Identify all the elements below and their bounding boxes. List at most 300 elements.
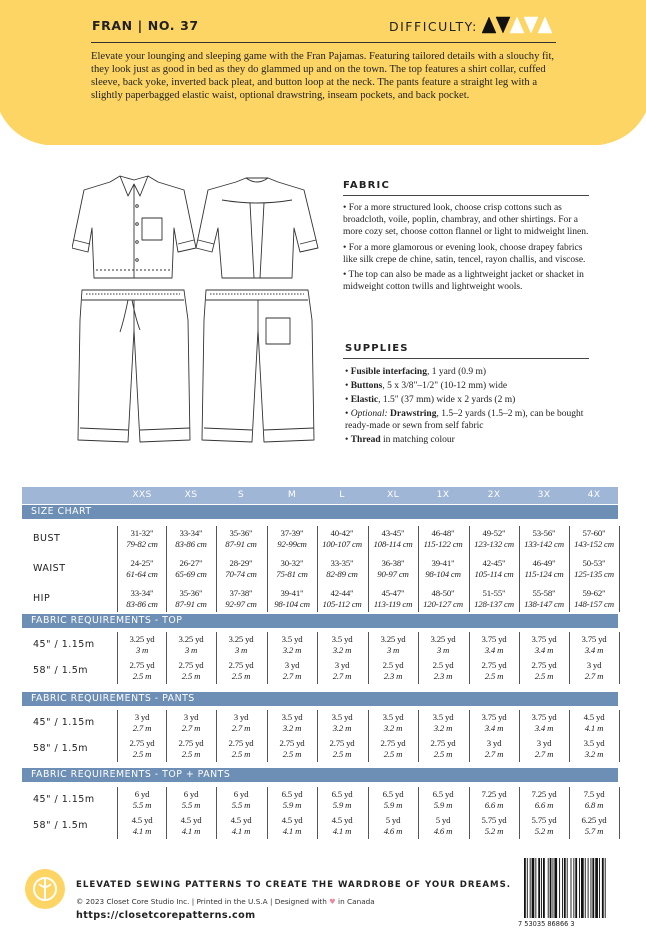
cell-imperial-value: 2.5 yd	[382, 660, 404, 670]
difficulty-filled-triangle	[482, 17, 496, 33]
fabric-item: • The top can also be made as a lightweight jacket or shacket in midweight cotton twills and lightweight wools.	[343, 270, 584, 293]
supplies-list	[345, 366, 597, 448]
barcode-bar	[595, 858, 598, 918]
cell-imperial-value: 2.75 yd	[430, 738, 456, 748]
table-cell	[470, 815, 518, 837]
cell-metric-value: 2.7 m	[132, 723, 152, 733]
cell-metric-value: 2.5 m	[231, 671, 251, 681]
table-cell	[369, 558, 417, 580]
cell-metric-value: 3.4 m	[584, 645, 604, 655]
table-cell	[167, 815, 215, 837]
cell-metric-value: 4.1 m	[332, 826, 352, 836]
size-column-header: XS	[184, 489, 198, 500]
cell-imperial-value: 6.5 yd	[382, 789, 404, 799]
table-cell	[217, 528, 265, 550]
table-cell	[470, 634, 518, 656]
cell-metric-value: 2.7 m	[332, 671, 352, 681]
column-divider	[619, 632, 620, 684]
cell-imperial-value: 3.5 yd	[281, 634, 303, 644]
table-cell	[318, 558, 366, 580]
cell-metric-value: 4.6 m	[433, 826, 453, 836]
cell-imperial-value: 39-41"	[280, 588, 304, 598]
cell-imperial-value: 2.75 yd	[129, 738, 155, 748]
table-cell	[217, 738, 265, 760]
cell-imperial-value: 3.5 yd	[583, 738, 605, 748]
cell-metric-value: 83-86 cm	[175, 539, 207, 549]
table-cell	[520, 738, 568, 760]
table-cell	[369, 738, 417, 760]
cell-metric-value: 2.5 m	[282, 749, 302, 759]
cell-metric-value: 90-97 cm	[377, 569, 409, 579]
supplies-divider	[343, 358, 589, 359]
difficulty-label: DIFFICULTY:	[389, 19, 478, 34]
cell-metric-value: 108-114 cm	[373, 539, 413, 549]
cell-metric-value: 5.5 m	[181, 800, 201, 810]
cell-metric-value: 143-152 cm	[574, 539, 614, 549]
cell-imperial-value: 3 yd	[134, 712, 150, 722]
column-divider	[619, 526, 620, 612]
row-label: 58" / 1.5m	[33, 665, 89, 676]
table-cell	[570, 528, 618, 550]
table-cell	[570, 660, 618, 682]
table-cell	[167, 528, 215, 550]
cell-imperial-value: 2.75 yd	[228, 660, 254, 670]
cell-imperial-value: 6 yd	[134, 789, 150, 799]
cell-metric-value: 123-132 cm	[474, 539, 514, 549]
cell-imperial-value: 3.75 yd	[581, 634, 607, 644]
cell-metric-value: 2.5 m	[231, 749, 251, 759]
cell-metric-value: 113-119 cm	[373, 599, 413, 609]
cell-imperial-value: 4.5 yd	[131, 815, 153, 825]
row-label: 45" / 1.15m	[33, 639, 95, 650]
table-cell	[268, 712, 316, 734]
cell-metric-value: 105-112 cm	[322, 599, 362, 609]
barcode-bar	[599, 858, 600, 918]
barcode-bar	[530, 858, 531, 918]
pattern-title: FRAN | NO. 37	[92, 18, 199, 33]
fabric-item: • For a more structured look, choose crisp cottons such as broadcloth, voile, poplin, chambray, and other shirtings. For a more cozy set, choose cotton flannel or light to midweight linen.	[343, 203, 589, 238]
table-cell	[520, 588, 568, 610]
footer-copyright	[76, 897, 375, 906]
cell-imperial-value: 5 yd	[435, 815, 451, 825]
cell-metric-value: 92-99cm	[277, 539, 307, 549]
cell-imperial-value: 6 yd	[233, 789, 249, 799]
cell-metric-value: 65-69 cm	[175, 569, 207, 579]
garment-technical-illustration	[72, 170, 334, 460]
closet-core-logo-icon	[24, 868, 66, 910]
table-cell	[419, 634, 467, 656]
cell-imperial-value: 2.75 yd	[279, 738, 305, 748]
table-cell	[118, 712, 166, 734]
cell-imperial-value: 7.25 yd	[531, 789, 557, 799]
cell-imperial-value: 2.5 yd	[432, 660, 454, 670]
cell-metric-value: 2.7 m	[181, 723, 201, 733]
cell-metric-value: 5.2 m	[534, 826, 554, 836]
cell-imperial-value: 6 yd	[183, 789, 199, 799]
table-cell	[570, 558, 618, 580]
barcode-bar	[541, 858, 542, 918]
table-cell	[419, 712, 467, 734]
cell-metric-value: 2.5 m	[181, 749, 201, 759]
cell-metric-value: 2.7 m	[534, 749, 554, 759]
cell-imperial-value: 35-36"	[229, 528, 253, 538]
cell-imperial-value: 6.5 yd	[432, 789, 454, 799]
heart-icon: ♥	[329, 897, 336, 906]
cell-metric-value: 75-81 cm	[276, 569, 308, 579]
cell-metric-value: 79-82 cm	[126, 539, 158, 549]
cell-imperial-value: 37-38"	[229, 588, 253, 598]
fabric-list	[343, 202, 595, 296]
barcode-bar	[602, 858, 604, 918]
cell-imperial-value: 3.75 yd	[531, 712, 557, 722]
cell-metric-value: 98-104 cm	[274, 599, 310, 609]
cell-imperial-value: 3.25 yd	[178, 634, 204, 644]
table-cell	[369, 588, 417, 610]
size-column-header: 3X	[537, 489, 551, 500]
supply-name: Fusible interfacing	[350, 367, 427, 377]
table-cell	[419, 558, 467, 580]
table-cell	[570, 712, 618, 734]
cell-metric-value: 87-91 cm	[175, 599, 207, 609]
table-cell	[217, 634, 265, 656]
table-cell	[369, 815, 417, 837]
table-cell	[369, 660, 417, 682]
barcode-icon	[522, 858, 624, 920]
table-cell	[369, 528, 417, 550]
cell-imperial-value: 2.75 yd	[329, 738, 355, 748]
fabric-title: FABRIC	[343, 180, 391, 191]
cell-imperial-value: 2.75 yd	[129, 660, 155, 670]
cell-metric-value: 2.5 m	[332, 749, 352, 759]
cell-metric-value: 100-107 cm	[322, 539, 362, 549]
supply-name: Buttons	[350, 380, 383, 391]
cell-metric-value: 4.1 m	[132, 826, 152, 836]
cell-metric-value: 148-157 cm	[574, 599, 614, 609]
table-cell	[318, 588, 366, 610]
difficulty-filled-triangle	[496, 17, 510, 33]
column-divider	[619, 710, 620, 762]
cell-imperial-value: 37-39"	[280, 528, 304, 538]
header-divider	[91, 42, 556, 43]
cell-metric-value: 5.7 m	[584, 826, 604, 836]
table-cell	[268, 588, 316, 610]
cell-metric-value: 3 m	[184, 645, 198, 655]
table-cell	[570, 634, 618, 656]
cell-imperial-value: 42-45"	[482, 558, 506, 568]
section-title: FABRIC REQUIREMENTS - TOP	[31, 615, 183, 626]
cell-imperial-value: 5.75 yd	[481, 815, 507, 825]
table-cell	[318, 634, 366, 656]
cell-imperial-value: 48-50"	[431, 588, 455, 598]
table-cell	[217, 712, 265, 734]
cell-metric-value: 3 m	[436, 645, 450, 655]
cell-imperial-value: 3 yd	[183, 712, 199, 722]
cell-imperial-value: 31-32"	[130, 528, 154, 538]
barcode-bar	[554, 858, 557, 918]
table-cell	[268, 815, 316, 837]
cell-metric-value: 125-135 cm	[574, 569, 614, 579]
size-column-header: 4X	[587, 489, 601, 500]
cell-imperial-value: 2.75 yd	[481, 660, 507, 670]
copyright-text-end: in Canada	[335, 897, 375, 906]
cell-imperial-value: 3 yd	[536, 738, 552, 748]
column-divider	[619, 787, 620, 839]
table-cell	[570, 815, 618, 837]
table-cell	[118, 588, 166, 610]
cell-imperial-value: 4.5 yd	[331, 815, 353, 825]
barcode-bar	[579, 858, 580, 918]
table-cell	[167, 588, 215, 610]
cell-metric-value: 5.2 m	[484, 826, 504, 836]
table-cell	[419, 588, 467, 610]
row-label: WAIST	[33, 563, 66, 574]
barcode-bar	[564, 858, 566, 918]
pattern-description: Elevate your lounging and sleeping game with the Fran Pajamas. Featuring tailored details with a slouchy fit, they look just as good in bed as they do glammed up and on the town. The top features a shirt collar, cuffed sleeve, back yoke, inverted back pleat, and button loop at the neck. The pants feature a straight leg with a slightly paperbagged elastic waist, optional drawstring, inseam pockets, and back pocket.	[91, 51, 555, 101]
table-cell	[118, 815, 166, 837]
table-cell	[268, 660, 316, 682]
barcode-bar	[548, 858, 549, 918]
cell-metric-value: 2.3 m	[383, 671, 403, 681]
cell-metric-value: 2.7 m	[282, 671, 302, 681]
table-cell	[570, 588, 618, 610]
cell-metric-value: 2.7 m	[484, 749, 504, 759]
cell-imperial-value: 4.5 yd	[583, 712, 605, 722]
cell-metric-value: 5.9 m	[332, 800, 352, 810]
table-cell	[570, 789, 618, 811]
barcode-bar	[543, 858, 545, 918]
cell-imperial-value: 59-62"	[582, 588, 606, 598]
row-label: 45" / 1.15m	[33, 794, 95, 805]
table-cell	[369, 789, 417, 811]
cell-imperial-value: 33-34"	[130, 588, 154, 598]
cell-imperial-value: 35-36"	[179, 588, 203, 598]
cell-metric-value: 3 m	[386, 645, 400, 655]
table-cell	[470, 558, 518, 580]
cell-imperial-value: 24-25"	[130, 558, 154, 568]
table-cell	[470, 588, 518, 610]
cell-imperial-value: 33-34"	[179, 528, 203, 538]
pants-front-drawing	[78, 290, 190, 442]
cell-metric-value: 3.4 m	[484, 723, 504, 733]
supply-name: Drawstring	[387, 408, 437, 419]
cell-imperial-value: 33-35"	[330, 558, 354, 568]
section-band	[22, 505, 618, 519]
row-label: 45" / 1.15m	[33, 717, 95, 728]
table-cell	[217, 815, 265, 837]
cell-imperial-value: 3.75 yd	[481, 634, 507, 644]
cell-metric-value: 3.2 m	[332, 645, 352, 655]
table-cell	[570, 738, 618, 760]
cell-imperial-value: 26-27"	[179, 558, 203, 568]
cell-imperial-value: 3 yd	[284, 660, 300, 670]
cell-imperial-value: 30-32"	[280, 558, 304, 568]
section-title: FABRIC REQUIREMENTS - PANTS	[31, 693, 195, 704]
cell-metric-value: 2.7 m	[584, 671, 604, 681]
cell-metric-value: 2.5 m	[132, 671, 152, 681]
cell-imperial-value: 3.25 yd	[129, 634, 155, 644]
shirt-front-drawing	[72, 176, 196, 278]
row-label: 58" / 1.5m	[33, 820, 89, 831]
barcode-bar	[532, 858, 535, 918]
barcode-bar	[591, 858, 592, 918]
cell-metric-value: 3 m	[135, 645, 149, 655]
cell-imperial-value: 3.5 yd	[281, 712, 303, 722]
cell-imperial-value: 36-38"	[381, 558, 405, 568]
cell-imperial-value: 49-52"	[482, 528, 506, 538]
difficulty-rating-icon	[482, 16, 552, 34]
cell-metric-value: 98-104 cm	[425, 569, 461, 579]
row-label: 58" / 1.5m	[33, 743, 89, 754]
cell-imperial-value: 5.75 yd	[531, 815, 557, 825]
size-column-header: S	[237, 489, 245, 500]
table-cell	[167, 712, 215, 734]
cell-metric-value: 3.4 m	[534, 645, 554, 655]
cell-imperial-value: 46-49"	[532, 558, 556, 568]
footer-tagline: ELEVATED SEWING PATTERNS TO CREATE THE WARDROBE OF YOUR DREAMS.	[76, 880, 512, 890]
shirt-back-drawing	[196, 178, 318, 278]
cell-imperial-value: 3 yd	[233, 712, 249, 722]
size-column-header: 2X	[487, 489, 501, 500]
table-cell	[470, 660, 518, 682]
difficulty-empty-triangle	[524, 17, 538, 33]
supply-name: Thread	[350, 435, 381, 446]
table-cell	[167, 660, 215, 682]
cell-imperial-value: 45-47"	[381, 588, 405, 598]
cell-metric-value: 2.7 m	[231, 723, 251, 733]
cell-imperial-value: 46-48"	[431, 528, 455, 538]
table-cell	[318, 789, 366, 811]
row-label: BUST	[33, 533, 61, 544]
size-column-header: L	[339, 489, 345, 500]
table-cell	[419, 738, 467, 760]
cell-metric-value: 4.1 m	[584, 723, 604, 733]
cell-imperial-value: 3.75 yd	[531, 634, 557, 644]
cell-metric-value: 2.5 m	[484, 671, 504, 681]
cell-metric-value: 3.2 m	[282, 723, 302, 733]
cell-imperial-value: 2.75 yd	[178, 660, 204, 670]
table-cell	[118, 634, 166, 656]
cell-imperial-value: 3.5 yd	[382, 712, 404, 722]
cell-metric-value: 61-64 cm	[126, 569, 158, 579]
cell-imperial-value: 6.25 yd	[581, 815, 607, 825]
cell-metric-value: 2.5 m	[132, 749, 152, 759]
cell-imperial-value: 57-60"	[582, 528, 606, 538]
table-cell	[318, 712, 366, 734]
cell-metric-value: 4.1 m	[231, 826, 251, 836]
cell-metric-value: 6.6 m	[534, 800, 554, 810]
cell-imperial-value: 3 yd	[334, 660, 350, 670]
cell-imperial-value: 3.25 yd	[430, 634, 456, 644]
barcode-bar	[592, 858, 594, 918]
barcode-bar	[553, 858, 554, 918]
table-cell	[520, 558, 568, 580]
cell-imperial-value: 28-29"	[229, 558, 253, 568]
supply-item: • Thread in matching colour	[345, 435, 455, 446]
cell-metric-value: 3.2 m	[282, 645, 302, 655]
table-cell	[217, 789, 265, 811]
cell-metric-value: 5.9 m	[433, 800, 453, 810]
difficulty-empty-triangle	[538, 17, 552, 33]
cell-imperial-value: 6.5 yd	[331, 789, 353, 799]
cell-imperial-value: 2.75 yd	[531, 660, 557, 670]
table-cell	[118, 558, 166, 580]
barcode-bar	[527, 858, 528, 918]
table-cell	[167, 634, 215, 656]
supply-optional-label: Optional:	[350, 408, 388, 419]
cell-imperial-value: 3.75 yd	[481, 712, 507, 722]
table-cell	[217, 660, 265, 682]
table-cell	[419, 815, 467, 837]
copyright-text: © 2023 Closet Core Studio Inc. | Printed in the U.S.A | Designed with	[76, 897, 330, 906]
table-cell	[118, 528, 166, 550]
table-cell	[318, 738, 366, 760]
cell-metric-value: 3.4 m	[534, 723, 554, 733]
cell-metric-value: 70-74 cm	[225, 569, 257, 579]
cell-imperial-value: 3.25 yd	[228, 634, 254, 644]
cell-imperial-value: 40-42"	[330, 528, 354, 538]
table-cell	[118, 789, 166, 811]
cell-imperial-value: 39-41"	[431, 558, 455, 568]
supplies-title: SUPPLIES	[345, 343, 409, 354]
cell-metric-value: 133-142 cm	[524, 539, 564, 549]
barcode-number: 7 53035 86866 3	[518, 920, 575, 928]
cell-metric-value: 138-147 cm	[524, 599, 564, 609]
cell-metric-value: 3.2 m	[433, 723, 453, 733]
barcode-bar	[559, 858, 560, 918]
table-cell	[268, 528, 316, 550]
size-column-header: 1X	[436, 489, 450, 500]
cell-metric-value: 5.5 m	[231, 800, 251, 810]
website-link[interactable]: https://closetcorepatterns.com	[76, 910, 256, 921]
cell-imperial-value: 2.75 yd	[228, 738, 254, 748]
cell-metric-value: 2.5 m	[433, 749, 453, 759]
supply-item: • Buttons, 5 x 3/8"–1/2" (10-12 mm) wide	[345, 380, 508, 391]
cell-metric-value: 5.9 m	[383, 800, 403, 810]
table-cell	[318, 528, 366, 550]
table-cell	[167, 738, 215, 760]
cell-metric-value: 3 m	[234, 645, 248, 655]
cell-metric-value: 3.4 m	[484, 645, 504, 655]
barcode-bar	[588, 858, 589, 918]
cell-metric-value: 4.6 m	[383, 826, 403, 836]
table-cell	[419, 528, 467, 550]
table-cell	[217, 588, 265, 610]
cell-imperial-value: 50-53"	[582, 558, 606, 568]
table-cell	[470, 712, 518, 734]
cell-imperial-value: 42-44"	[330, 588, 354, 598]
cell-imperial-value: 4.5 yd	[180, 815, 202, 825]
size-column-header: M	[287, 489, 297, 500]
size-column-header: XL	[386, 489, 399, 500]
cell-imperial-value: 4.5 yd	[281, 815, 303, 825]
difficulty-empty-triangle	[510, 17, 524, 33]
fabric-item: • For a more glamorous or evening look, choose drapey fabrics like silk crepe de chine, satin, tencel, rayon challis, and viscose.	[343, 242, 586, 265]
table-cell	[520, 815, 568, 837]
table-cell	[520, 634, 568, 656]
barcode-bar	[571, 858, 572, 918]
table-cell	[268, 634, 316, 656]
table-cell	[419, 789, 467, 811]
table-cell	[520, 660, 568, 682]
cell-imperial-value: 4.5 yd	[230, 815, 252, 825]
table-cell	[470, 528, 518, 550]
table-cell	[268, 558, 316, 580]
table-cell	[318, 660, 366, 682]
supply-item: • Fusible interfacing, 1 yard (0.9 m)	[345, 367, 487, 377]
cell-imperial-value: 3.5 yd	[331, 712, 353, 722]
cell-metric-value: 120-127 cm	[423, 599, 463, 609]
barcode-bar	[550, 858, 552, 918]
